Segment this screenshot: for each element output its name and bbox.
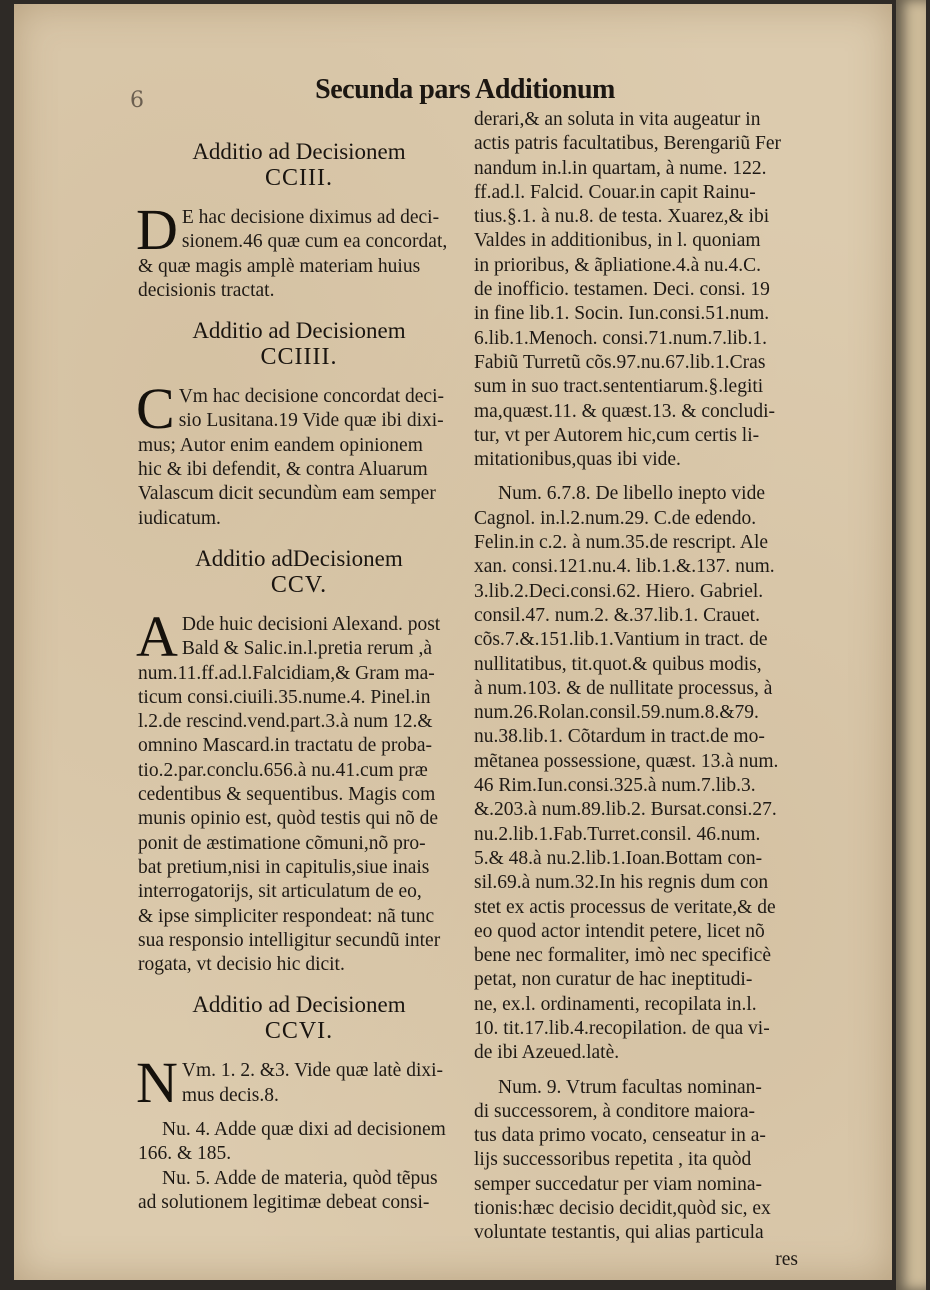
- text-line: E hac decisione diximus ad deci-: [181, 207, 440, 228]
- section-notes: [138, 1118, 460, 1215]
- text-line: Vm. 1. 2. &3. Vide quæ latè dixi-: [181, 1060, 444, 1082]
- section-heading: [138, 317, 460, 371]
- text-line: num.26.Rolan.consil.59.num.8.&79.: [474, 702, 759, 724]
- text-line: iudicatum.: [138, 507, 221, 529]
- section-body: [136, 603, 460, 977]
- text-line: num.11.ff.ad.l.Falcidiam,& Gram ma-: [138, 662, 435, 684]
- section-heading-text: Additio ad Decisionem: [192, 139, 406, 164]
- drop-initial: C: [136, 376, 175, 442]
- text-line: tius.§.1. à nu.8. de testa. Xuarez,& ibi: [474, 206, 770, 228]
- text-line: Valdes in additionibus, in l. quoniam: [474, 230, 761, 252]
- text-line: di successorem, à conditore maiora-: [474, 1100, 756, 1122]
- text-line: 3.lib.2.Deci.consi.62. Hiero. Gabriel.: [474, 580, 764, 602]
- text-line: nullitatibus, tit.quot.& quibus modis,: [474, 653, 762, 675]
- text-line: ticum consi.ciuili.35.nume.4. Pinel.in: [138, 686, 431, 708]
- text-line: tur, vt per Autorem hic,cum certis li-: [474, 424, 760, 446]
- text-line: semper succedatur per viam nomina-: [474, 1173, 763, 1195]
- left-column: [138, 126, 460, 1215]
- text-line: sua responsio intelligitur secundũ inter: [138, 929, 441, 951]
- section-heading: [138, 991, 460, 1045]
- text-line: tio.2.par.conclu.656.à nu.41.cum præ: [138, 759, 428, 781]
- text-line: Num. 6.7.8. De libello inepto vide: [498, 483, 766, 505]
- text-line: ad solutionem legitimæ debeat consi-: [138, 1191, 430, 1213]
- text-line: hic & ibi defendit, & contra Aluarum: [138, 459, 428, 481]
- drop-initial: D: [136, 197, 178, 262]
- text-line: decisionis tractat.: [138, 279, 275, 301]
- text-line: eo quod actor intendit petere, licet nõ: [474, 920, 765, 942]
- text-line: ponit de æstimatione cõmuni,nõ pro-: [138, 832, 426, 854]
- text-line: xan. consi.121.nu.4. lib.1.&.137. num.: [474, 556, 775, 578]
- text-line: petat, non curatur de hac ineptitudi-: [474, 969, 753, 991]
- corner-mark: 6: [130, 88, 144, 113]
- text-line: ma,quæst.11. & quæst.13. & concludi-: [474, 400, 775, 422]
- section-number: CCVI.: [264, 1018, 334, 1045]
- text-line: tionis:hæc decisio decidit,quòd sic, ex: [474, 1198, 771, 1220]
- catchword: res: [775, 1248, 798, 1270]
- text-line: & ipse simpliciter respondeat: nã tunc: [138, 905, 435, 927]
- text-line: Bald & Salic.in.l.pretia rerum ,à: [181, 638, 433, 660]
- next-leaf-edge: [896, 0, 926, 1290]
- section-heading-text: Additio adDecisionem: [195, 545, 403, 571]
- section-body: [136, 1050, 460, 1116]
- text-line: sionem.46 quæ cum ea concordat,: [181, 231, 448, 253]
- text-line: & quæ magis amplè materiam huius: [138, 255, 421, 277]
- section-body: [136, 197, 460, 303]
- text-line: ff.ad.l. Falcid. Couar.in capit Rainu-: [474, 181, 756, 203]
- drop-initial: N: [136, 1050, 178, 1116]
- text-line: consil.47. num.2. &.37.lib.1. Crauet.: [474, 604, 760, 626]
- text-line: bene nec formaliter, imò nec specificè: [474, 945, 771, 967]
- text-line: Dde huic decisioni Alexand. post: [181, 613, 441, 635]
- text-line: bat pretium,nisi in capitulis,siue inais: [138, 856, 430, 878]
- text-line: in fine lib.1. Socin. Iun.consi.51.num.: [474, 303, 770, 325]
- text-line: cedentibus & sequentibus. Magis com: [138, 784, 436, 806]
- text-line: Cagnol. in.l.2.num.29. C.de edendo.: [474, 507, 757, 529]
- right-column: [474, 108, 800, 1272]
- section-number: CCV.: [270, 571, 328, 598]
- text-line: mẽtanea possessione, quæst. 13.à num.: [474, 750, 779, 772]
- section-heading: [138, 138, 460, 192]
- text-line: omnino Mascard.in tractatu de proba-: [138, 735, 433, 757]
- text-line: munis opinio est, quòd testis qui nõ de: [138, 808, 439, 830]
- text-line: nu.38.lib.1. Cõtardum in tract.de mo-: [474, 726, 765, 748]
- text-line: sio Lusitana.19 Vide quæ ibi dixi-: [178, 410, 444, 432]
- text-line: ne, ex.l. ordinamenti, recopilata in.l.: [474, 993, 757, 1015]
- text-line: Vm hac decisione concordat deci-: [178, 386, 444, 408]
- text-line: &.203.à num.89.lib.2. Bursat.consi.27.: [474, 799, 777, 821]
- text-line: Felin.in c.2. à num.35.de rescript. Ale: [474, 532, 769, 554]
- text-line: tus data primo vocato, censeatur in a-: [474, 1125, 766, 1147]
- text-line: nandum in.l.in quartam, à nume. 122.: [474, 157, 767, 179]
- paragraph: [474, 108, 800, 472]
- text-line: 10. tit.17.lib.4.recopilation. de qua vi-: [474, 1017, 770, 1039]
- section-heading: [138, 545, 460, 599]
- text-line: 5.& 48.à nu.2.lib.1.Ioan.Bottam con-: [474, 847, 763, 869]
- text-line: nu.2.lib.1.Fab.Turret.consil. 46.num.: [474, 823, 761, 845]
- text-line: rogata, vt decisio hic dicit.: [138, 954, 345, 976]
- text-line: interrogatorijs, sit articulatum de eo,: [138, 881, 422, 903]
- drop-initial: A: [136, 603, 178, 669]
- section-heading-text: Additio ad Decisionem: [192, 318, 406, 344]
- text-line: voluntate testantis, qui alias particula: [474, 1222, 764, 1244]
- text-line: de inofficio. testamen. Deci. consi. 19: [474, 279, 770, 301]
- text-line: 46 Rim.Iun.consi.325.à num.7.lib.3.: [474, 775, 756, 797]
- text-line: mus; Autor enim eandem opinionem: [138, 434, 423, 456]
- section-number: CCIII.: [265, 165, 333, 191]
- text-line: Nu. 5. Adde de materia, quòd tẽpus: [162, 1167, 438, 1189]
- text-line: in prioribus, & ãpliatione.4.à nu.4.C.: [474, 254, 762, 276]
- text-line: cõs.7.&.151.lib.1.Vantium in tract. de: [474, 629, 768, 651]
- section-number: CCIIII.: [260, 344, 338, 371]
- text-line: 6.lib.1.Menoch. consi.71.num.7.lib.1.: [474, 327, 768, 349]
- section-heading-text: Additio ad Decisionem: [192, 992, 406, 1018]
- text-line: mus decis.8.: [181, 1084, 279, 1106]
- text-line: Fabiũ Turretũ cõs.97.nu.67.lib.1.Cras: [474, 351, 766, 373]
- text-line: sil.69.à num.32.In his regnis dum con: [474, 872, 769, 894]
- running-head: Secunda pars Additionum: [315, 74, 615, 105]
- text-line: lijs successoribus repetita , ita quòd: [474, 1149, 752, 1171]
- text-line: actis patris facultatibus, Berengariũ Fer: [474, 133, 782, 155]
- text-line: de ibi Azeued.latè.: [474, 1042, 620, 1064]
- paragraph: [474, 1076, 800, 1246]
- paragraph: [474, 482, 800, 1065]
- text-line: Valascum dicit secundùm eam semper: [138, 483, 436, 505]
- text-line: à num.103. & de nullitate processus, à: [474, 677, 773, 699]
- text-line: Nu. 4. Adde quæ dixi ad decisionem: [162, 1119, 446, 1141]
- text-line: sum in suo tract.sententiarum.§.legiti: [474, 376, 764, 398]
- text-line: l.2.de rescind.vend.part.3.à num 12.&: [138, 711, 433, 733]
- text-line: mitationibus,quas ibi vide.: [474, 449, 681, 471]
- text-line: Num. 9. Vtrum facultas nominan-: [498, 1076, 762, 1098]
- text-line: 166. & 185.: [138, 1143, 232, 1165]
- text-line: derari,& an soluta in vita augeatur in: [474, 109, 761, 130]
- section-body: [136, 376, 460, 531]
- text-line: stet ex actis processus de veritate,& de: [474, 896, 776, 918]
